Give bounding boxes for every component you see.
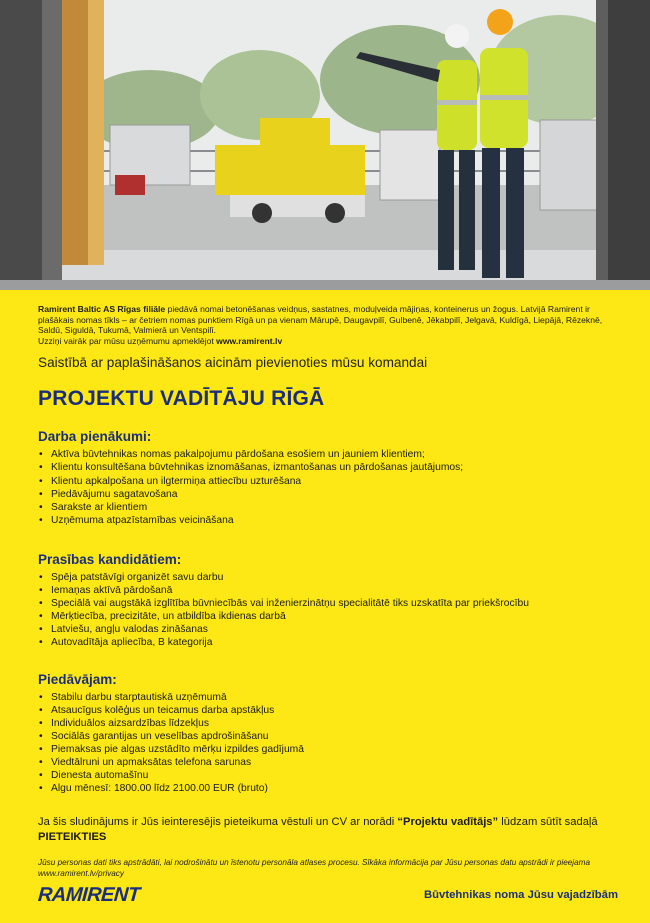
company-url[interactable]: www.ramirent.lv [216, 335, 283, 346]
list-item: • Latviešu, angļu valodas zināšanas [38, 623, 628, 636]
company-intro [38, 304, 628, 346]
list-item: • Sociālās garantijas un veselības apdrošināšanu [38, 730, 628, 743]
apply-section-link[interactable]: PIETEIKTIES [38, 831, 107, 844]
cta-text-2: lūdzam sūtīt sadaļā [498, 816, 598, 829]
lead-text: Saistībā ar paplašināšanos aicinām pievienoties mūsu komandai [38, 355, 428, 371]
company-name: Ramirent Baltic AS Rīgas filiāle [38, 304, 166, 314]
list-item: • Klientu konsultēšana būvtehnikas iznomāšanas, izmantošanas un pārdošanas jautājumos; [38, 461, 628, 474]
offer-section [38, 672, 628, 796]
list-item: • Atsaucīgus kolēģus un teicamus darba apstākļus [38, 704, 628, 717]
list-item: • Individuālos aizsardzības līdzekļus [38, 717, 628, 730]
job-title: PROJEKTU VADĪTĀJU RĪGĀ [38, 387, 325, 411]
duties-heading: Darba pienākumi: [38, 429, 152, 445]
offer-heading: Piedāvājam: [38, 671, 117, 687]
list-item: • Dienesta automašīnu [38, 769, 628, 782]
privacy-notice: Jūsu personas dati tiks apstrādāti, lai nodrošinātu un īstenotu personāla atlases procesu. Sīkāka informācija par Jūsu personas datu apstrādi ir pieejama www.ramirent.lv/privacy [38, 858, 591, 878]
offer-list [38, 691, 628, 796]
requirements-section [38, 552, 628, 650]
requirements-list [38, 571, 628, 650]
list-item: • Stabilu darbu starptautiskā uzņēmumā [38, 691, 628, 704]
intro-more: Uzziņi vairāk par mūsu uzņēmumu apmeklējot [38, 335, 217, 346]
list-item: • Piemaksas pie algas uzstādīto mērķu izpildes gadījumā [38, 743, 628, 756]
hero-photo [0, 0, 650, 290]
list-item: • Mērķtiecība, precizitāte, un atbildība ikdienas darbā [38, 610, 628, 623]
requirements-heading: Prasības kandidātiem: [38, 551, 182, 567]
list-item: • Speciālā vai augstākā izglītība būvniecībās vai inženierzinātņu specialitātē tiks uzskatīta par priekšrocību [38, 597, 628, 610]
intro-places: Mārupē, Daugavpilī, Gulbenē, Jēkabpilī, Jelgavā, Kuldīgā, Liepājā, Rēzeknē, Saldū, Siguldā, Tukumā, Valmierā un Ventspilī. [38, 314, 603, 336]
ad-content [38, 304, 628, 879]
list-item: • Klientu apkalpošana un ilgtermiņa attiecību uzturēšana [38, 475, 628, 488]
application-instructions [38, 815, 628, 845]
duties-section [38, 429, 628, 527]
warehouse-workers-illustration [0, 0, 650, 290]
list-item: • Spēja patstāvīgi organizēt savu darbu [38, 571, 628, 584]
list-item: • Piedāvājumu sagatavošana [38, 488, 628, 501]
ramirent-logo: RAMIRENT [37, 884, 141, 906]
list-item: • Aktīva būvtehnikas nomas pakalpojumu pārdošana esošiem un jauniem klientiem; [38, 448, 628, 461]
list-item: • Viedtālruni un apmaksātas telefona sarunas [38, 756, 628, 769]
list-item: • Sarakste ar klientiem [38, 501, 628, 514]
cta-text: Ja šis sludinājums ir Jūs ieinteresējis pieteikuma vēstuli un CV ar norādi [38, 816, 398, 829]
intro-text: piedāvā nomai betonēšanas veidņus, sastatnes, moduļveida mājiņas, konteinerus un žogus. Latvijā Ramirent ir plašākais nomas tīkls – ar četriem nomas punktiem Rīgā un pa vienam [38, 304, 590, 325]
cta-reference: “Projektu vadītājs” [397, 816, 499, 829]
list-item: • Iemaņas aktīvā pārdošanā [38, 584, 628, 597]
list-item: • Autovadītāja apliecība, B kategorija [38, 636, 628, 649]
list-item: • Uzņēmuma atpazīstamības veicināšana [38, 514, 628, 527]
duties-list [38, 448, 628, 527]
tagline: Būvtehnikas noma Jūsu vajadzībām [424, 889, 618, 901]
list-item: • Algu mēnesī: 1800.00 līdz 2100.00 EUR (bruto) [38, 782, 628, 795]
